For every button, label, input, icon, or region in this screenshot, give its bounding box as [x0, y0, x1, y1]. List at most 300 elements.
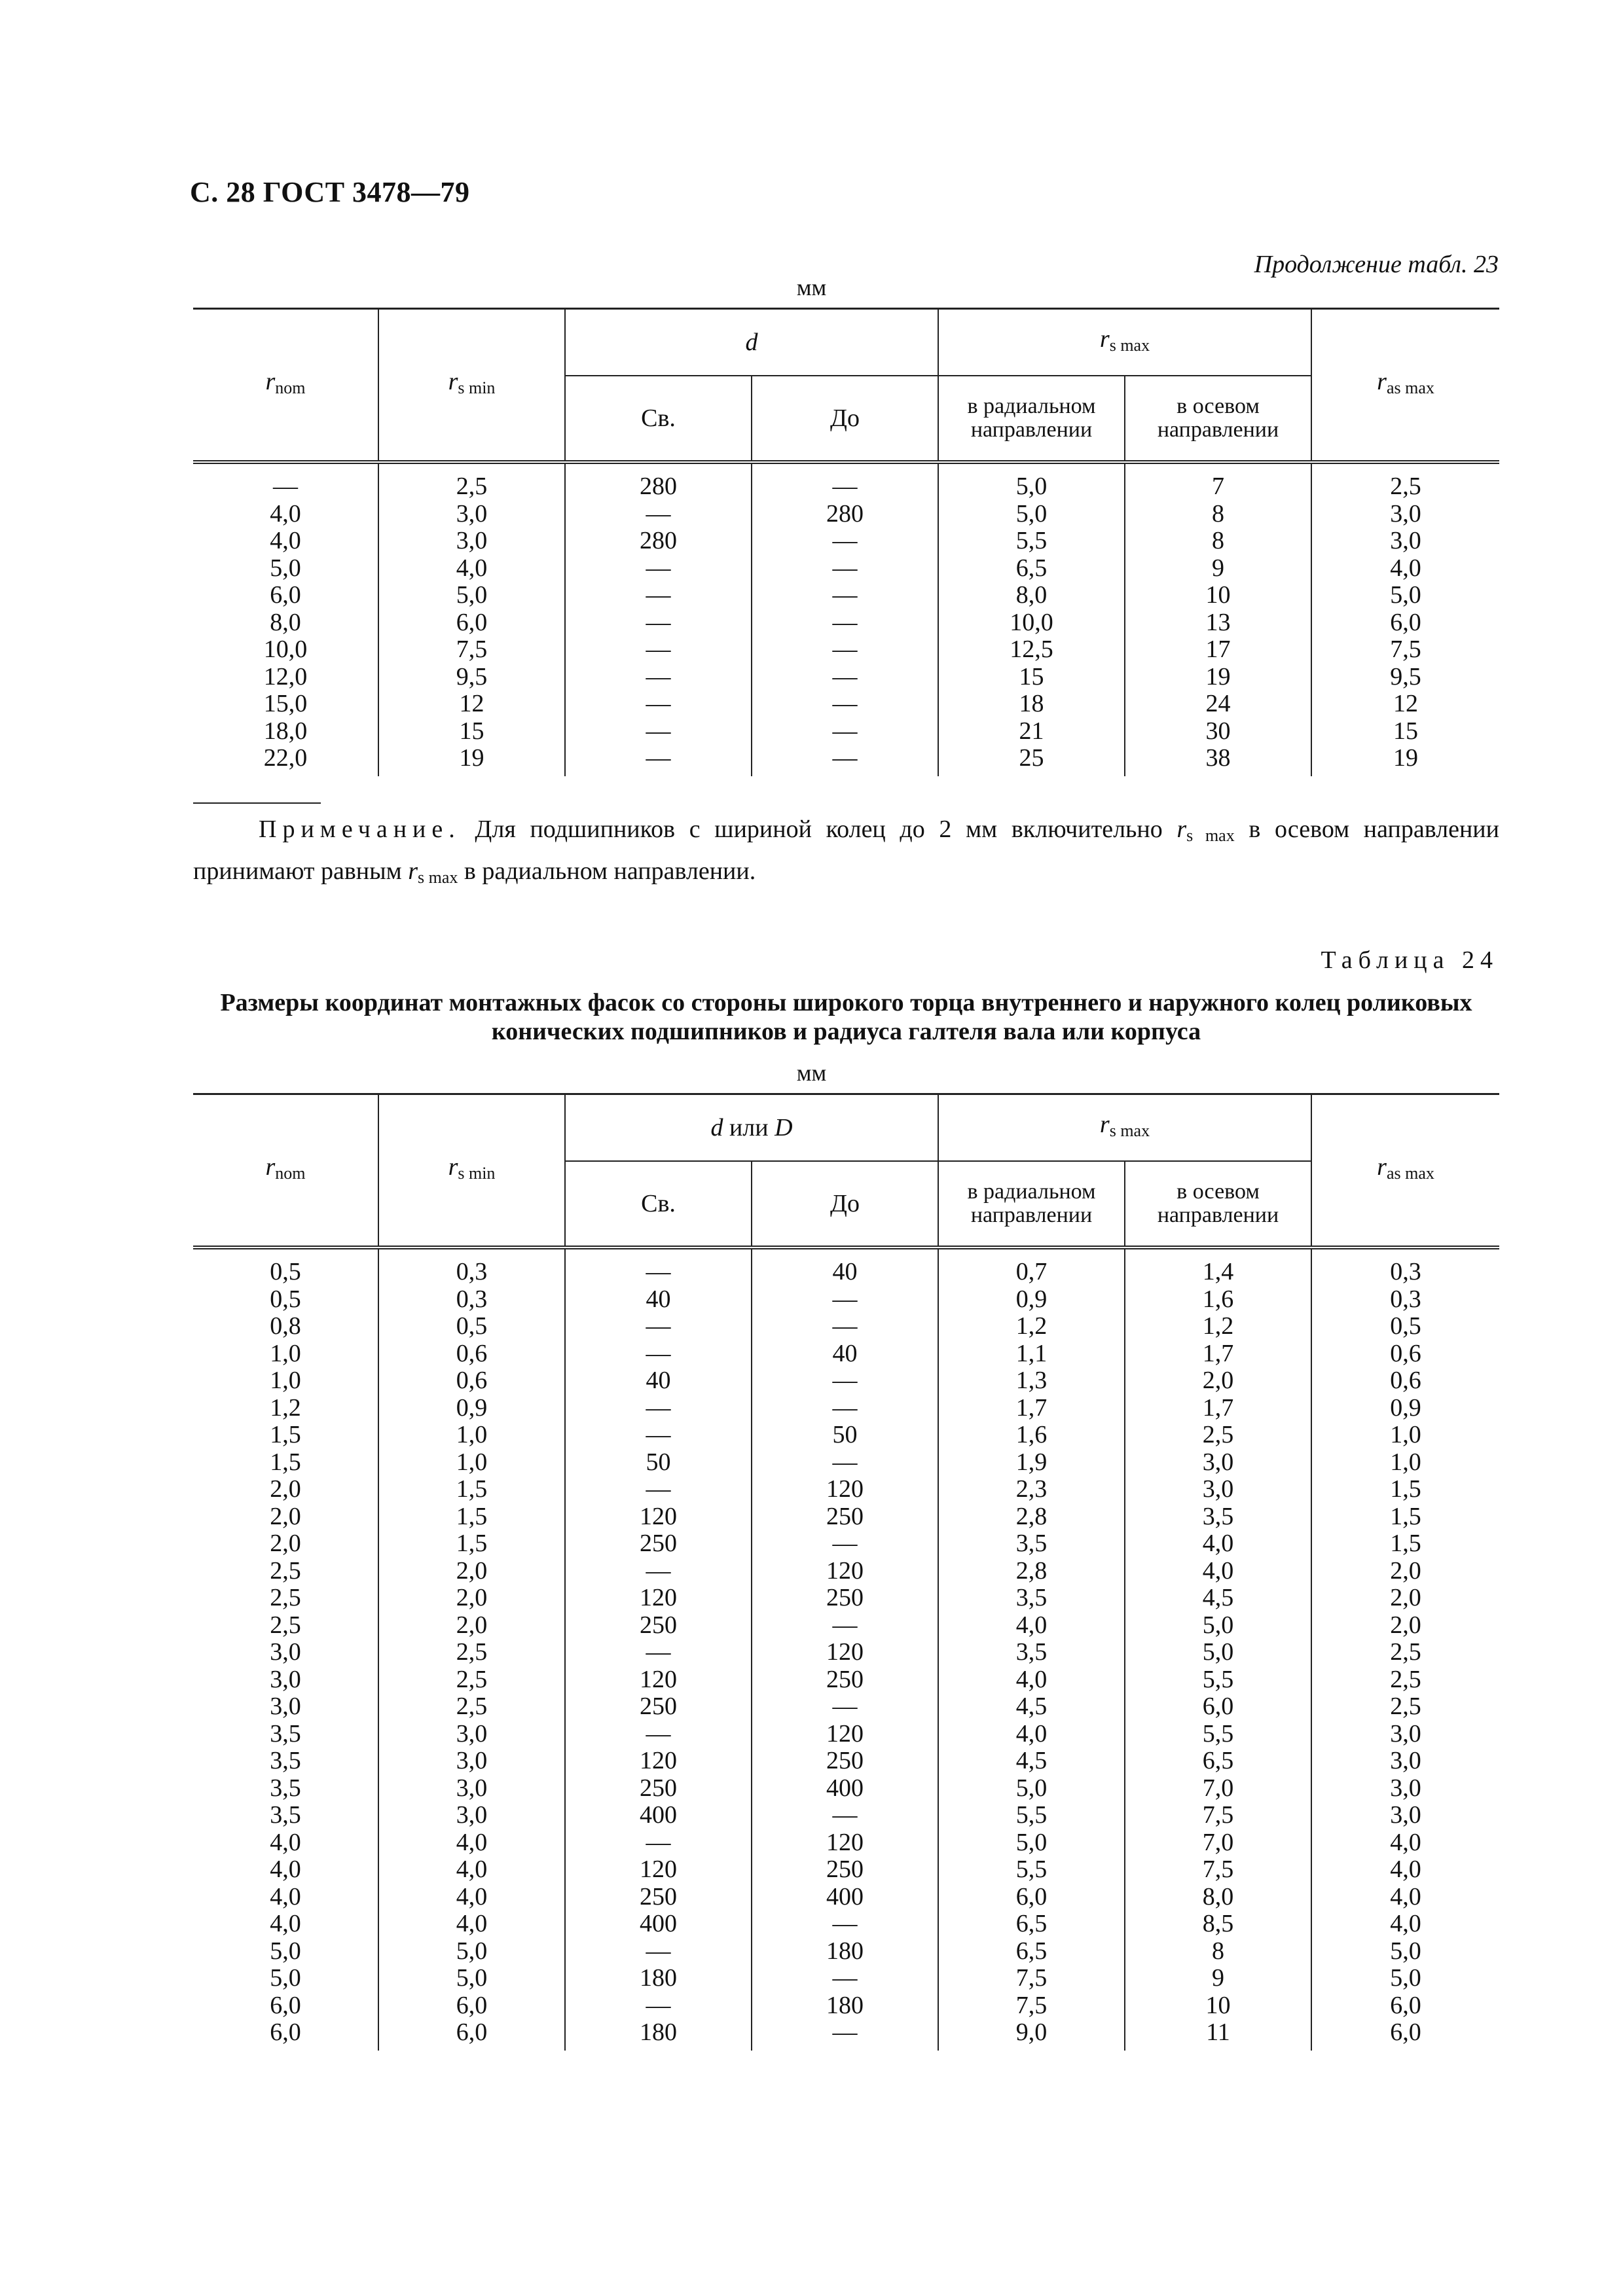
- cell-r-nom: 5,0: [193, 555, 378, 583]
- cell-rs-max-radial: 1,3: [938, 1367, 1125, 1395]
- cell-r-nom: 10,0: [193, 636, 378, 664]
- cell-ras-max: 3,0: [1311, 1748, 1499, 1775]
- cell-rs-max-radial: 3,5: [938, 1530, 1125, 1558]
- cell-d-from: —: [565, 1558, 752, 1585]
- cell-d-to: —: [752, 1612, 938, 1640]
- cell-d-to: 120: [752, 1721, 938, 1748]
- cell-r-nom: 4,0: [193, 1884, 378, 1911]
- cell-rs-max-radial: 10,0: [938, 609, 1125, 637]
- cell-r-nom: 1,5: [193, 1422, 378, 1449]
- cell-rs-max-radial: 0,7: [938, 1247, 1125, 1286]
- cell-r-nom: 18,0: [193, 718, 378, 745]
- table-row: [193, 501, 1499, 528]
- cell-d-from: —: [565, 609, 752, 637]
- cell-d-from: —: [565, 691, 752, 718]
- cell-d-from: 180: [565, 1965, 752, 1992]
- cell-d-to: 180: [752, 1938, 938, 1965]
- cell-ras-max: 2,5: [1311, 1639, 1499, 1666]
- cell-rs-max-radial: 2,8: [938, 1558, 1125, 1585]
- cell-ras-max: 4,0: [1311, 1856, 1499, 1884]
- cell-d-to: —: [752, 636, 938, 664]
- table-row: [193, 1558, 1499, 1585]
- cell-d-from: 40: [565, 1286, 752, 1314]
- cell-r-nom: 6,0: [193, 1992, 378, 2020]
- cell-ras-max: 1,5: [1311, 1476, 1499, 1503]
- cell-r-nom: 1,5: [193, 1449, 378, 1477]
- cell-rs-min: 4,0: [378, 1910, 565, 1938]
- cell-ras-max: 2,0: [1311, 1558, 1499, 1585]
- table-row: [193, 1449, 1499, 1477]
- cell-d-from: 40: [565, 1367, 752, 1395]
- cell-d-from: —: [565, 501, 752, 528]
- cell-rs-max-radial: 5,0: [938, 1775, 1125, 1803]
- cell-d-from: 120: [565, 1503, 752, 1531]
- cell-rs-min: 0,6: [378, 1340, 565, 1368]
- cell-r-nom: 1,2: [193, 1395, 378, 1422]
- cell-rs-max-axial: 1,7: [1125, 1340, 1311, 1368]
- cell-rs-max-axial: 38: [1125, 745, 1311, 776]
- table-row: [193, 1856, 1499, 1884]
- table-row: [193, 718, 1499, 745]
- cell-r-nom: 1,0: [193, 1367, 378, 1395]
- cell-rs-max-axial: 6,0: [1125, 1693, 1311, 1721]
- table-24-body: [193, 1247, 1499, 2051]
- cell-r-nom: 0,8: [193, 1313, 378, 1340]
- cell-d-to: —: [752, 462, 938, 501]
- table-row: [193, 1286, 1499, 1314]
- continuation-label: Продолжение табл. 23: [1254, 251, 1499, 278]
- cell-r-nom: —: [193, 462, 378, 501]
- cell-d-to: —: [752, 1313, 938, 1340]
- cell-rs-min: 3,0: [378, 528, 565, 555]
- table-row: [193, 1992, 1499, 2020]
- cell-rs-max-axial: 7,5: [1125, 1856, 1311, 1884]
- cell-rs-max-axial: 11: [1125, 2019, 1311, 2051]
- header-axial: в осевом направлении: [1125, 1161, 1311, 1247]
- cell-r-nom: 3,5: [193, 1748, 378, 1775]
- cell-rs-min: 15: [378, 718, 565, 745]
- cell-ras-max: 0,9: [1311, 1395, 1499, 1422]
- cell-rs-min: 2,5: [378, 1666, 565, 1694]
- cell-rs-max-radial: 4,0: [938, 1612, 1125, 1640]
- table-row: [193, 636, 1499, 664]
- cell-d-from: 120: [565, 1748, 752, 1775]
- cell-ras-max: 5,0: [1311, 582, 1499, 609]
- cell-ras-max: 0,5: [1311, 1313, 1499, 1340]
- cell-ras-max: 0,3: [1311, 1247, 1499, 1286]
- cell-d-to: —: [752, 1449, 938, 1477]
- cell-rs-max-axial: 5,5: [1125, 1666, 1311, 1694]
- cell-rs-max-radial: 3,5: [938, 1585, 1125, 1612]
- table-row: [193, 1340, 1499, 1368]
- cell-r-nom: 6,0: [193, 582, 378, 609]
- cell-r-nom: 2,0: [193, 1503, 378, 1531]
- cell-rs-max-axial: 7: [1125, 462, 1311, 501]
- cell-r-nom: 2,5: [193, 1612, 378, 1640]
- cell-d-from: —: [565, 1313, 752, 1340]
- cell-d-from: —: [565, 664, 752, 691]
- cell-d-to: 250: [752, 1666, 938, 1694]
- cell-ras-max: 6,0: [1311, 1992, 1499, 2020]
- unit-label-table23: мм: [796, 274, 827, 300]
- cell-rs-max-radial: 9,0: [938, 2019, 1125, 2051]
- cell-r-nom: 2,5: [193, 1558, 378, 1585]
- cell-ras-max: 9,5: [1311, 664, 1499, 691]
- cell-d-to: 120: [752, 1829, 938, 1857]
- cell-rs-max-axial: 8: [1125, 1938, 1311, 1965]
- cell-rs-max-axial: 1,6: [1125, 1286, 1311, 1314]
- cell-d-from: 250: [565, 1884, 752, 1911]
- cell-rs-max-radial: 18: [938, 691, 1125, 718]
- cell-d-to: —: [752, 1802, 938, 1829]
- cell-rs-max-radial: 1,7: [938, 1395, 1125, 1422]
- table-row: [193, 1748, 1499, 1775]
- cell-d-to: —: [752, 745, 938, 776]
- cell-rs-max-radial: 2,3: [938, 1476, 1125, 1503]
- cell-rs-min: 1,5: [378, 1476, 565, 1503]
- cell-d-to: —: [752, 1693, 938, 1721]
- cell-rs-min: 5,0: [378, 1938, 565, 1965]
- cell-rs-min: 0,5: [378, 1313, 565, 1340]
- cell-rs-max-axial: 1,7: [1125, 1395, 1311, 1422]
- cell-d-to: 40: [752, 1247, 938, 1286]
- cell-d-from: —: [565, 745, 752, 776]
- cell-d-to: —: [752, 1367, 938, 1395]
- cell-rs-max-axial: 8,5: [1125, 1910, 1311, 1938]
- cell-d-from: 120: [565, 1585, 752, 1612]
- cell-ras-max: 3,0: [1311, 1721, 1499, 1748]
- cell-d-to: —: [752, 609, 938, 637]
- cell-ras-max: 3,0: [1311, 501, 1499, 528]
- cell-ras-max: 0,3: [1311, 1286, 1499, 1314]
- cell-rs-max-axial: 9: [1125, 1965, 1311, 1992]
- cell-rs-min: 0,9: [378, 1395, 565, 1422]
- cell-d-to: —: [752, 1965, 938, 1992]
- cell-ras-max: 2,5: [1311, 1693, 1499, 1721]
- cell-d-from: 400: [565, 1910, 752, 1938]
- cell-ras-max: 4,0: [1311, 1884, 1499, 1911]
- cell-r-nom: 4,0: [193, 1856, 378, 1884]
- cell-rs-max-axial: 6,5: [1125, 1748, 1311, 1775]
- cell-rs-max-axial: 2,0: [1125, 1367, 1311, 1395]
- cell-rs-max-axial: 4,5: [1125, 1585, 1311, 1612]
- cell-d-from: 250: [565, 1612, 752, 1640]
- cell-ras-max: 1,0: [1311, 1422, 1499, 1449]
- cell-r-nom: 3,0: [193, 1693, 378, 1721]
- cell-d-from: —: [565, 1422, 752, 1449]
- cell-rs-max-radial: 3,5: [938, 1639, 1125, 1666]
- cell-rs-min: 2,0: [378, 1612, 565, 1640]
- unit-label-table24: мм: [796, 1060, 827, 1086]
- cell-d-from: —: [565, 1340, 752, 1368]
- note-label: Примечание.: [259, 816, 461, 843]
- header-to: До: [752, 1161, 938, 1247]
- cell-d-to: —: [752, 555, 938, 583]
- cell-rs-max-radial: 7,5: [938, 1992, 1125, 2020]
- cell-r-nom: 4,0: [193, 1910, 378, 1938]
- cell-ras-max: 6,0: [1311, 609, 1499, 637]
- cell-rs-max-radial: 4,5: [938, 1693, 1125, 1721]
- cell-ras-max: 4,0: [1311, 1829, 1499, 1857]
- cell-rs-max-axial: 10: [1125, 1992, 1311, 2020]
- header-r-nom: $r_{nom}$: [193, 1094, 378, 1248]
- cell-rs-max-radial: 5,0: [938, 501, 1125, 528]
- table-row: [193, 1829, 1499, 1857]
- table-row: [193, 582, 1499, 609]
- cell-rs-min: 2,5: [378, 1639, 565, 1666]
- cell-d-to: 250: [752, 1503, 938, 1531]
- table-row: [193, 1775, 1499, 1803]
- cell-rs-min: 0,6: [378, 1367, 565, 1395]
- cell-ras-max: 3,0: [1311, 528, 1499, 555]
- cell-d-to: 400: [752, 1884, 938, 1911]
- table-row: [193, 528, 1499, 555]
- table-row: [193, 1247, 1499, 1286]
- cell-r-nom: 3,5: [193, 1802, 378, 1829]
- cell-ras-max: 2,0: [1311, 1612, 1499, 1640]
- table-row: [193, 1395, 1499, 1422]
- cell-d-to: 120: [752, 1476, 938, 1503]
- cell-d-to: 250: [752, 1856, 938, 1884]
- cell-d-from: —: [565, 1247, 752, 1286]
- cell-r-nom: 3,0: [193, 1666, 378, 1694]
- table-row: [193, 1476, 1499, 1503]
- cell-d-from: 250: [565, 1775, 752, 1803]
- cell-ras-max: 12: [1311, 691, 1499, 718]
- cell-d-to: 280: [752, 501, 938, 528]
- table-row: [193, 1585, 1499, 1612]
- cell-r-nom: 8,0: [193, 609, 378, 637]
- table-row: [193, 1938, 1499, 1965]
- cell-rs-min: 2,5: [378, 1693, 565, 1721]
- cell-rs-max-radial: 1,1: [938, 1340, 1125, 1368]
- header-radial: в радиальном направлении: [938, 376, 1125, 462]
- cell-rs-min: 1,5: [378, 1530, 565, 1558]
- table-row: [193, 745, 1499, 776]
- cell-d-from: 120: [565, 1856, 752, 1884]
- table-row: [193, 462, 1499, 501]
- cell-rs-min: 0,3: [378, 1247, 565, 1286]
- cell-r-nom: 2,5: [193, 1585, 378, 1612]
- cell-ras-max: 2,0: [1311, 1585, 1499, 1612]
- header-r-nom: $r_{nom}$: [193, 309, 378, 463]
- cell-d-from: 120: [565, 1666, 752, 1694]
- cell-rs-min: 3,0: [378, 1802, 565, 1829]
- cell-d-from: —: [565, 1938, 752, 1965]
- cell-rs-max-axial: 5,5: [1125, 1721, 1311, 1748]
- cell-d-to: —: [752, 1395, 938, 1422]
- cell-rs-min: 6,0: [378, 609, 565, 637]
- cell-d-from: 250: [565, 1693, 752, 1721]
- cell-rs-min: 0,3: [378, 1286, 565, 1314]
- table-row: [193, 1693, 1499, 1721]
- cell-rs-max-radial: 1,9: [938, 1449, 1125, 1477]
- table-row: [193, 1884, 1499, 1911]
- cell-rs-max-radial: 4,0: [938, 1721, 1125, 1748]
- cell-d-from: —: [565, 1639, 752, 1666]
- cell-d-from: 50: [565, 1449, 752, 1477]
- cell-d-from: —: [565, 1992, 752, 2020]
- cell-d-to: —: [752, 1530, 938, 1558]
- note-divider: [193, 802, 321, 804]
- table-row: [193, 1639, 1499, 1666]
- header-axial: в осевом направлении: [1125, 376, 1311, 462]
- cell-d-to: 40: [752, 1340, 938, 1368]
- cell-rs-max-radial: 2,8: [938, 1503, 1125, 1531]
- table-row: [193, 1910, 1499, 1938]
- cell-rs-max-axial: 3,0: [1125, 1476, 1311, 1503]
- cell-ras-max: 3,0: [1311, 1802, 1499, 1829]
- cell-rs-max-radial: 5,0: [938, 462, 1125, 501]
- cell-rs-max-axial: 1,4: [1125, 1247, 1311, 1286]
- header-ras-max: $r_{as max}$: [1311, 1094, 1499, 1248]
- page-header: С. 28 ГОСТ 3478—79: [190, 176, 470, 208]
- cell-rs-min: 2,5: [378, 462, 565, 501]
- cell-d-from: 400: [565, 1802, 752, 1829]
- cell-r-nom: 2,0: [193, 1476, 378, 1503]
- cell-rs-min: 12: [378, 691, 565, 718]
- cell-rs-max-axial: 7,5: [1125, 1802, 1311, 1829]
- cell-d-from: —: [565, 1829, 752, 1857]
- cell-d-from: —: [565, 636, 752, 664]
- cell-d-to: 250: [752, 1748, 938, 1775]
- cell-ras-max: 1,0: [1311, 1449, 1499, 1477]
- cell-rs-max-axial: 24: [1125, 691, 1311, 718]
- cell-rs-min: 2,0: [378, 1558, 565, 1585]
- cell-rs-max-axial: 2,5: [1125, 1422, 1311, 1449]
- cell-rs-min: 4,0: [378, 1856, 565, 1884]
- table-row: [193, 1422, 1499, 1449]
- cell-r-nom: 3,5: [193, 1775, 378, 1803]
- cell-rs-max-axial: 13: [1125, 609, 1311, 637]
- cell-d-from: —: [565, 1476, 752, 1503]
- cell-r-nom: 0,5: [193, 1247, 378, 1286]
- table-23: [193, 308, 1499, 776]
- cell-rs-max-axial: 8: [1125, 501, 1311, 528]
- header-rs-max: $r_{s max}$: [938, 309, 1311, 376]
- header-radial: в радиальном направлении: [938, 1161, 1125, 1247]
- table-row: [193, 1367, 1499, 1395]
- cell-rs-min: 6,0: [378, 2019, 565, 2051]
- table-row: [193, 1530, 1499, 1558]
- cell-r-nom: 4,0: [193, 501, 378, 528]
- cell-r-nom: 15,0: [193, 691, 378, 718]
- cell-rs-max-axial: 17: [1125, 636, 1311, 664]
- note: Примечание. Для подшипников с шириной колец до 2 мм включительно $r_{s max}$ в осевом направлении принимают равным $r_{s max}$ в радиальном направлении.: [193, 816, 1499, 887]
- cell-r-nom: 3,0: [193, 1639, 378, 1666]
- cell-rs-max-radial: 5,5: [938, 1856, 1125, 1884]
- cell-rs-max-axial: 7,0: [1125, 1775, 1311, 1803]
- table-row: [193, 691, 1499, 718]
- cell-rs-max-radial: 7,5: [938, 1965, 1125, 1992]
- cell-d-from: —: [565, 1721, 752, 1748]
- cell-rs-max-radial: 1,2: [938, 1313, 1125, 1340]
- cell-rs-max-radial: 1,6: [938, 1422, 1125, 1449]
- cell-rs-max-radial: 5,5: [938, 528, 1125, 555]
- cell-d-from: 280: [565, 528, 752, 555]
- header-rs-max: $r_{s max}$: [938, 1094, 1311, 1162]
- cell-rs-min: 2,0: [378, 1585, 565, 1612]
- cell-rs-max-axial: 30: [1125, 718, 1311, 745]
- cell-d-to: —: [752, 664, 938, 691]
- cell-rs-min: 19: [378, 745, 565, 776]
- cell-rs-max-axial: 9: [1125, 555, 1311, 583]
- cell-rs-max-radial: 4,5: [938, 1748, 1125, 1775]
- table-row: [193, 1802, 1499, 1829]
- cell-r-nom: 1,0: [193, 1340, 378, 1368]
- header-rs-min: $r_{s min}$: [378, 1094, 565, 1248]
- header-rs-min: $r_{s min}$: [378, 309, 565, 463]
- cell-rs-max-radial: 25: [938, 745, 1125, 776]
- cell-r-nom: 12,0: [193, 664, 378, 691]
- cell-ras-max: 2,5: [1311, 462, 1499, 501]
- table-row: [193, 2019, 1499, 2051]
- table-row: [193, 1313, 1499, 1340]
- table-24-label: Таблица 24: [1321, 946, 1499, 974]
- cell-rs-max-axial: 3,0: [1125, 1449, 1311, 1477]
- cell-rs-max-axial: 8,0: [1125, 1884, 1311, 1911]
- cell-rs-min: 9,5: [378, 664, 565, 691]
- cell-rs-min: 5,0: [378, 582, 565, 609]
- cell-rs-min: 1,0: [378, 1422, 565, 1449]
- cell-rs-max-axial: 3,5: [1125, 1503, 1311, 1531]
- cell-d-to: —: [752, 691, 938, 718]
- cell-r-nom: 6,0: [193, 2019, 378, 2051]
- cell-d-to: —: [752, 528, 938, 555]
- cell-r-nom: 3,5: [193, 1721, 378, 1748]
- cell-ras-max: 0,6: [1311, 1340, 1499, 1368]
- cell-d-from: —: [565, 1395, 752, 1422]
- header-d-or-D: d или D: [565, 1094, 938, 1162]
- cell-rs-min: 6,0: [378, 1992, 565, 2020]
- cell-rs-max-radial: 6,5: [938, 1910, 1125, 1938]
- cell-ras-max: 5,0: [1311, 1965, 1499, 1992]
- cell-ras-max: 7,5: [1311, 636, 1499, 664]
- cell-d-to: —: [752, 1910, 938, 1938]
- cell-rs-max-axial: 7,0: [1125, 1829, 1311, 1857]
- cell-rs-max-radial: 15: [938, 664, 1125, 691]
- cell-d-to: 180: [752, 1992, 938, 2020]
- cell-rs-max-axial: 4,0: [1125, 1558, 1311, 1585]
- cell-ras-max: 6,0: [1311, 2019, 1499, 2051]
- cell-d-to: —: [752, 582, 938, 609]
- cell-rs-min: 4,0: [378, 1829, 565, 1857]
- cell-rs-max-axial: 1,2: [1125, 1313, 1311, 1340]
- cell-rs-max-radial: 12,5: [938, 636, 1125, 664]
- cell-rs-min: 3,0: [378, 501, 565, 528]
- table-row: [193, 1721, 1499, 1748]
- cell-rs-max-radial: 6,5: [938, 1938, 1125, 1965]
- table-24: [193, 1093, 1499, 2051]
- table-row: [193, 664, 1499, 691]
- cell-ras-max: 1,5: [1311, 1503, 1499, 1531]
- header-from: Св.: [565, 1161, 752, 1247]
- cell-r-nom: 5,0: [193, 1938, 378, 1965]
- cell-r-nom: 2,0: [193, 1530, 378, 1558]
- header-from: Св.: [565, 376, 752, 462]
- cell-rs-max-axial: 19: [1125, 664, 1311, 691]
- cell-rs-min: 3,0: [378, 1775, 565, 1803]
- cell-rs-max-axial: 5,0: [1125, 1639, 1311, 1666]
- cell-rs-min: 4,0: [378, 1884, 565, 1911]
- cell-rs-min: 3,0: [378, 1748, 565, 1775]
- cell-rs-max-radial: 5,5: [938, 1802, 1125, 1829]
- header-to: До: [752, 376, 938, 462]
- cell-d-to: 400: [752, 1775, 938, 1803]
- cell-d-to: 50: [752, 1422, 938, 1449]
- cell-ras-max: 15: [1311, 718, 1499, 745]
- cell-r-nom: 4,0: [193, 1829, 378, 1857]
